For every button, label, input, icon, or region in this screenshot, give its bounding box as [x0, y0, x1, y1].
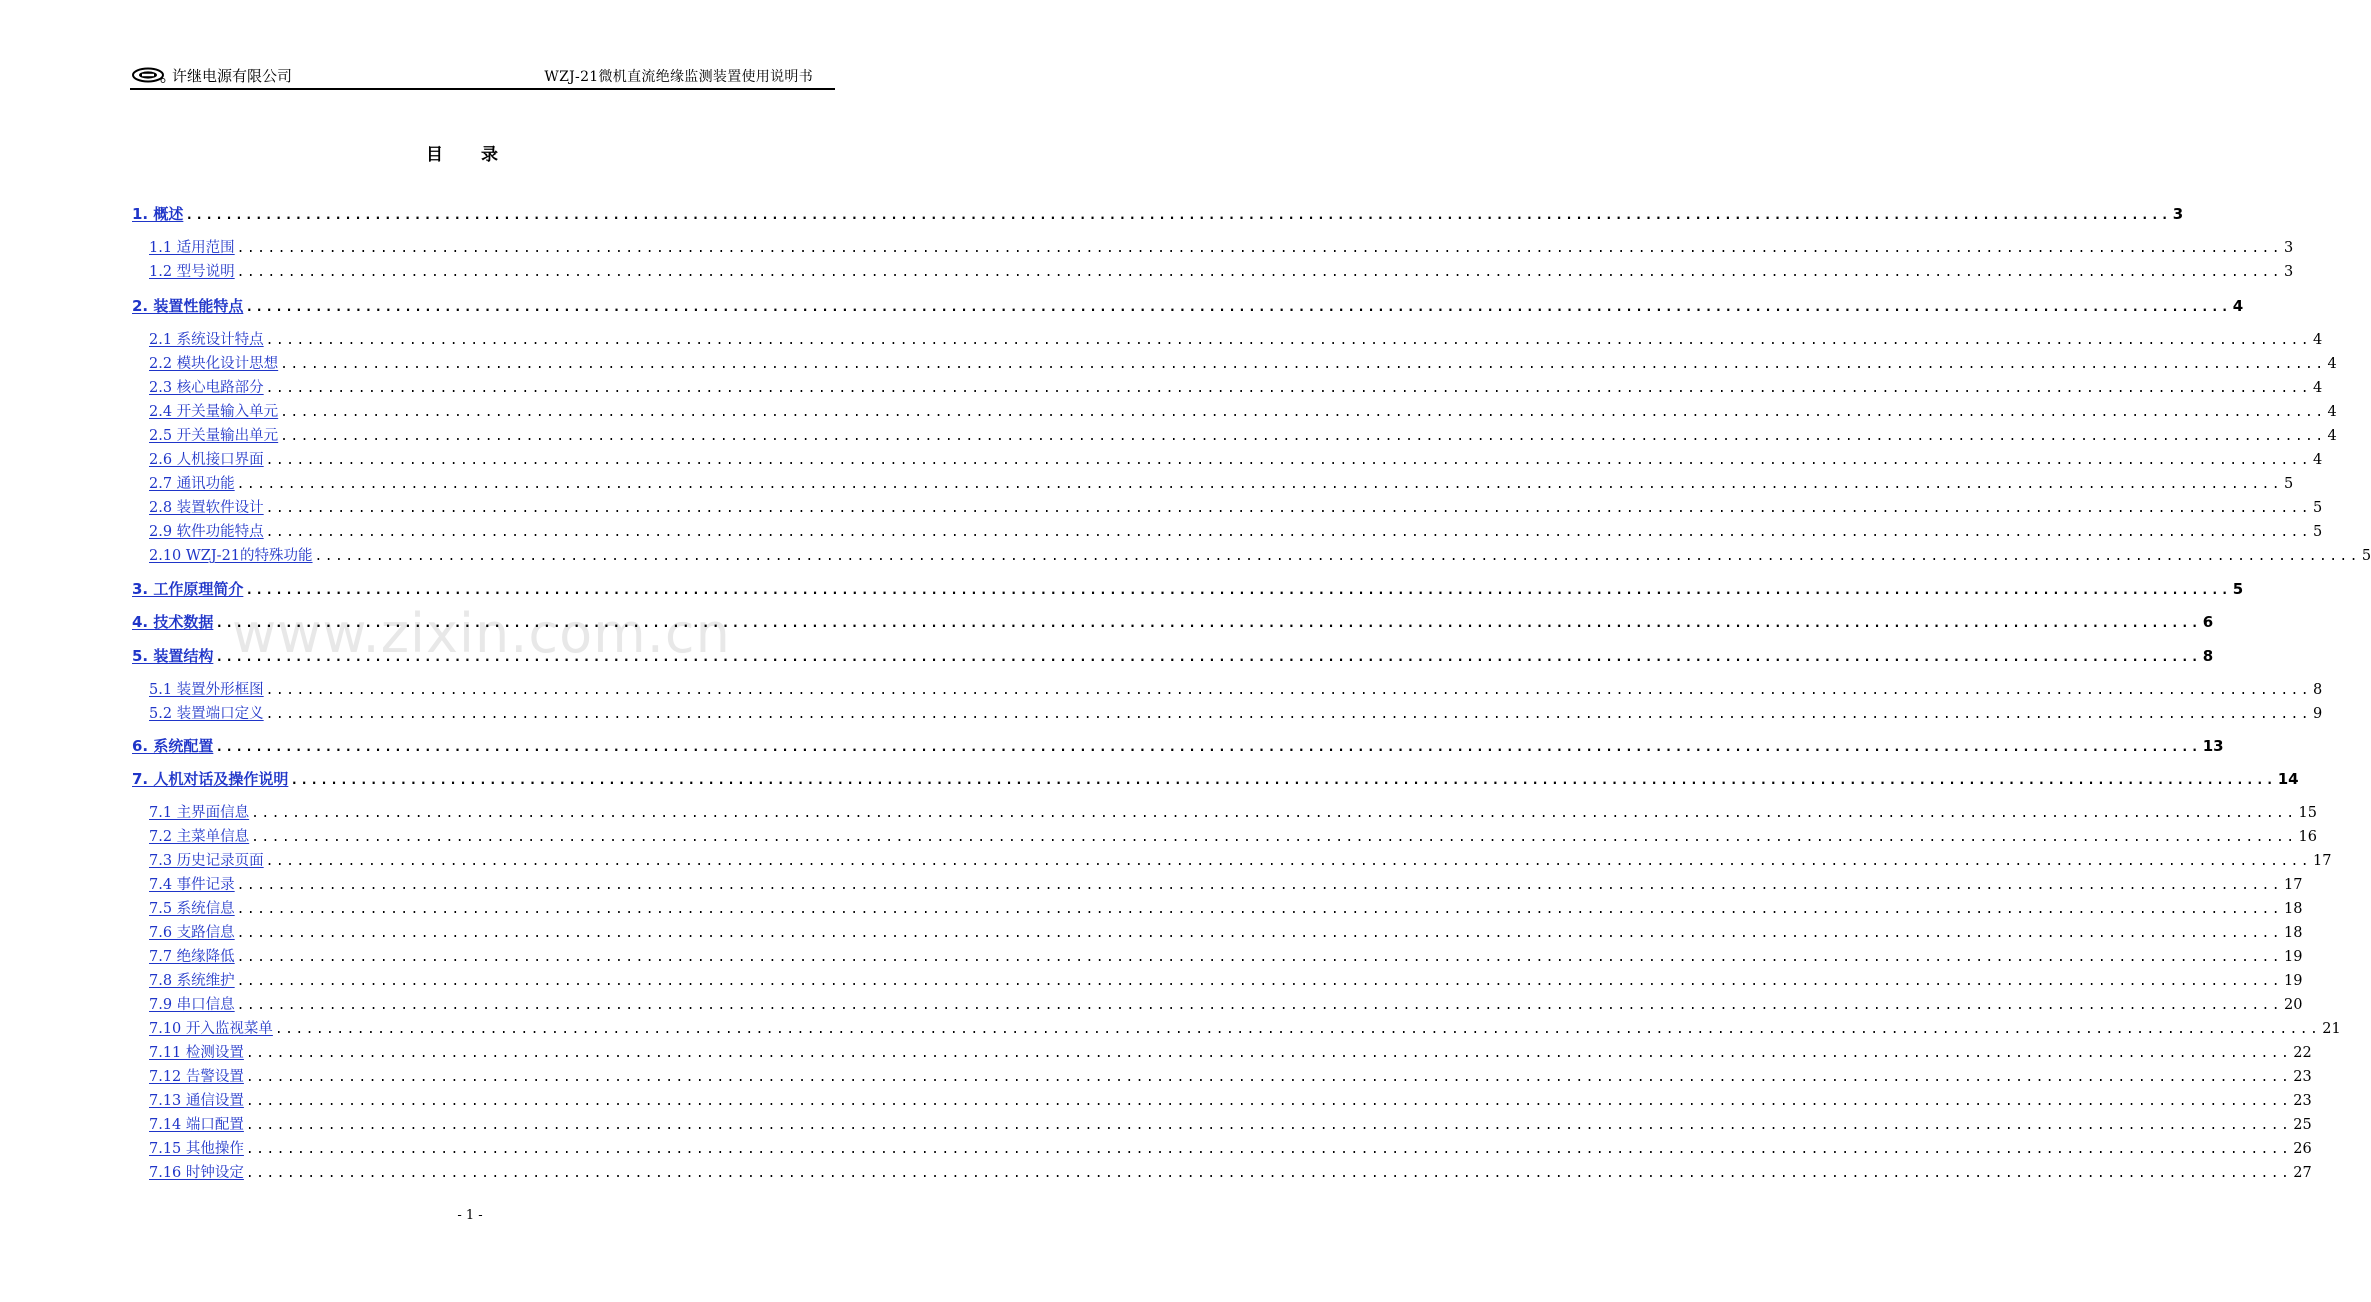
toc-page-number: 4 [2313, 452, 2323, 468]
toc-leader-dots: ........................................................................................................................................................................................................ [274, 1022, 2321, 1037]
toc-section-entry[interactable] [132, 295, 2244, 317]
toc-entry-link[interactable]: 1.1 适用范围 [149, 240, 235, 256]
toc-page-number: 5 [2313, 500, 2323, 516]
toc-page-number: 8 [2313, 682, 2323, 698]
toc-leader-dots: ........................................................................................................................................................................................................ [245, 1166, 2292, 1181]
toc-page-number: 14 [2277, 770, 2299, 788]
toc-subsection-entry[interactable] [149, 969, 2303, 991]
toc-leader-dots: ........................................................................................................................................................................................................ [280, 429, 2326, 444]
toc-leader-dots: ........................................................................................................................................................................................................ [265, 333, 2312, 348]
toc-page-number: 5 [2313, 524, 2323, 540]
toc-entry-link[interactable]: 7.15 其他操作 [149, 1141, 244, 1157]
toc-entry-link[interactable]: 5.1 装置外形框图 [149, 682, 264, 698]
toc-subsection-entry[interactable] [149, 1065, 2312, 1087]
toc-leader-dots: ........................................................................................................................................................................................................ [236, 241, 2283, 256]
toc-entry-link[interactable]: 7.12 告警设置 [149, 1069, 244, 1085]
toc-page-number: 17 [2313, 853, 2332, 869]
toc-leader-dots: ........................................................................................................................................................................................................ [236, 974, 2283, 989]
toc-entry-link[interactable]: 2.8 装置软件设计 [149, 500, 264, 516]
toc-entry-link[interactable]: 2. 装置性能特点 [132, 297, 244, 315]
toc-subsection-entry[interactable] [149, 376, 2323, 398]
toc-subsection-entry[interactable] [149, 544, 2371, 566]
toc-page-number: 18 [2284, 925, 2303, 941]
toc-page-number: 15 [2298, 805, 2317, 821]
toc-leader-dots: ........................................................................................................................................................................................................ [215, 650, 2201, 665]
toc-leader-dots: ........................................................................................................................................................................................................ [245, 1118, 2292, 1133]
toc-leader-dots: ........................................................................................................................................................................................................ [245, 300, 2231, 315]
toc-subsection-entry[interactable] [149, 678, 2323, 700]
toc-section-entry[interactable] [132, 768, 2299, 790]
toc-entry-link[interactable]: 1.2 型号说明 [149, 264, 235, 280]
toc-entry-link[interactable]: 7.16 时钟设定 [149, 1165, 244, 1181]
toc-leader-dots: ........................................................................................................................................................................................................ [280, 357, 2326, 372]
toc-leader-dots: ........................................................................................................................................................................................................ [290, 773, 2276, 788]
toc-entry-link[interactable]: 7.10 开入监视菜单 [149, 1021, 273, 1037]
toc-entry-link[interactable]: 2.10 WZJ-21的特殊功能 [149, 548, 313, 564]
toc-section-entry[interactable] [132, 735, 2224, 757]
toc-leader-dots: ........................................................................................................................................................................................................ [251, 806, 2297, 821]
toc-subsection-entry[interactable] [149, 702, 2323, 724]
toc-entry-link[interactable]: 2.1 系统设计特点 [149, 332, 264, 348]
toc-entry-link[interactable]: 7.2 主菜单信息 [149, 829, 250, 845]
toc-entry-link[interactable]: 7.1 主界面信息 [149, 805, 250, 821]
toc-page-number: 23 [2293, 1069, 2312, 1085]
toc-subsection-entry[interactable] [149, 352, 2337, 374]
toc-subsection-entry[interactable] [149, 1041, 2312, 1063]
toc-section-entry[interactable] [132, 203, 2184, 225]
toc-page-number: 27 [2293, 1165, 2312, 1181]
toc-leader-dots: ........................................................................................................................................................................................................ [236, 926, 2283, 941]
toc-leader-dots: ........................................................................................................................................................................................................ [236, 878, 2283, 893]
toc-page-number: 18 [2284, 901, 2303, 917]
toc-entry-link[interactable]: 2.3 核心电路部分 [149, 380, 264, 396]
toc-leader-dots: ........................................................................................................................................................................................................ [236, 950, 2283, 965]
toc-entry-link[interactable]: 4. 技术数据 [132, 613, 214, 631]
toc-subsection-entry[interactable] [149, 520, 2323, 542]
toc-entry-link[interactable]: 2.7 通讯功能 [149, 476, 235, 492]
toc-page-number: 23 [2293, 1093, 2312, 1109]
toc-page-number: 4 [2327, 404, 2337, 420]
toc-entry-link[interactable]: 2.9 软件功能特点 [149, 524, 264, 540]
toc-subsection-entry[interactable] [149, 328, 2323, 350]
toc-subsection-entry[interactable] [149, 472, 2294, 494]
toc-section-entry[interactable] [132, 611, 2214, 633]
toc-leader-dots: ........................................................................................................................................................................................................ [265, 501, 2312, 516]
toc-subsection-entry[interactable] [149, 1161, 2312, 1183]
toc-leader-dots: ........................................................................................................................................................................................................ [265, 453, 2312, 468]
toc-leader-dots: ........................................................................................................................................................................................................ [251, 830, 2297, 845]
toc-section-entry[interactable] [132, 578, 2244, 600]
toc-entry-link[interactable]: 7.6 支路信息 [149, 925, 235, 941]
toc-leader-dots: ........................................................................................................................................................................................................ [236, 902, 2283, 917]
toc-entry-link[interactable]: 6. 系统配置 [132, 737, 214, 755]
table-of-contents [132, 0, 2371, 1302]
toc-subsection-entry[interactable] [149, 448, 2323, 470]
toc-page-number: 5 [2284, 476, 2294, 492]
toc-entry-link[interactable]: 2.5 开关量输出单元 [149, 428, 279, 444]
toc-entry-link[interactable]: 2.6 人机接口界面 [149, 452, 264, 468]
toc-title: 目 录 [426, 145, 514, 165]
toc-leader-dots: ........................................................................................................................................................................................................ [215, 616, 2201, 631]
toc-page-number: 3 [2172, 205, 2184, 223]
toc-entry-link[interactable]: 7.5 系统信息 [149, 901, 235, 917]
toc-section-entry[interactable] [132, 645, 2214, 667]
toc-page-number: 4 [2232, 297, 2244, 315]
toc-leader-dots: ........................................................................................................................................................................................................ [245, 1142, 2292, 1157]
toc-leader-dots: ........................................................................................................................................................................................................ [245, 583, 2231, 598]
toc-page-number: 4 [2327, 428, 2337, 444]
toc-subsection-entry[interactable] [149, 945, 2303, 967]
toc-entry-link[interactable]: 5.2 装置端口定义 [149, 706, 264, 722]
toc-page-number: 22 [2293, 1045, 2312, 1061]
toc-entry-link[interactable]: 2.2 模块化设计思想 [149, 356, 279, 372]
toc-entry-link[interactable]: 7.7 绝缘降低 [149, 949, 235, 965]
toc-page-number: 17 [2284, 877, 2303, 893]
toc-entry-link[interactable]: 7.4 事件记录 [149, 877, 235, 893]
toc-entry-link[interactable]: 5. 装置结构 [132, 647, 214, 665]
toc-subsection-entry[interactable] [149, 1137, 2312, 1159]
toc-leader-dots: ........................................................................................................................................................................................................ [265, 381, 2312, 396]
page-number: - 1 - [457, 1208, 483, 1223]
toc-page-number: 26 [2293, 1141, 2312, 1157]
watermark: www.zixin.com.cn [232, 602, 731, 665]
toc-page-number: 16 [2298, 829, 2317, 845]
toc-page-number: 25 [2293, 1117, 2312, 1133]
toc-page-number: 3 [2284, 240, 2294, 256]
toc-subsection-entry[interactable] [149, 993, 2303, 1015]
document-title: WZJ-21微机直流绝缘监测装置使用说明书 [544, 69, 813, 85]
toc-entry-link[interactable]: 7.14 端口配置 [149, 1117, 244, 1133]
toc-page-number: 21 [2322, 1021, 2341, 1037]
toc-subsection-entry[interactable] [149, 1089, 2312, 1111]
toc-entry-link[interactable]: 7.13 通信设置 [149, 1093, 244, 1109]
toc-leader-dots: ........................................................................................................................................................................................................ [265, 707, 2312, 722]
toc-subsection-entry[interactable] [149, 1017, 2341, 1039]
toc-subsection-entry[interactable] [149, 496, 2323, 518]
toc-entry-link[interactable]: 7.11 检测设置 [149, 1045, 244, 1061]
toc-page-number: 4 [2313, 332, 2323, 348]
toc-page-number: 19 [2284, 973, 2303, 989]
toc-leader-dots: ........................................................................................................................................................................................................ [245, 1070, 2292, 1085]
toc-leader-dots: ........................................................................................................................................................................................................ [185, 208, 2171, 223]
toc-subsection-entry[interactable] [149, 825, 2317, 847]
toc-page-number: 4 [2327, 356, 2337, 372]
toc-page-number: 4 [2313, 380, 2323, 396]
toc-page-number: 20 [2284, 997, 2303, 1013]
toc-entry-link[interactable]: 7. 人机对话及操作说明 [132, 770, 289, 788]
toc-entry-link[interactable]: 7.9 串口信息 [149, 997, 235, 1013]
company-name: 许继电源有限公司 [172, 67, 293, 85]
toc-page-number: 5 [2232, 580, 2244, 598]
toc-subsection-entry[interactable] [149, 400, 2337, 422]
toc-entry-link[interactable]: 1. 概述 [132, 205, 184, 223]
toc-page-number: 5 [2361, 548, 2371, 564]
toc-subsection-entry[interactable] [149, 260, 2294, 282]
toc-subsection-entry[interactable] [149, 801, 2317, 823]
toc-leader-dots: ........................................................................................................................................................................................................ [265, 854, 2312, 869]
toc-leader-dots: ........................................................................................................................................................................................................ [245, 1046, 2292, 1061]
toc-leader-dots: ........................................................................................................................................................................................................ [265, 683, 2312, 698]
toc-leader-dots: ........................................................................................................................................................................................................ [280, 405, 2326, 420]
toc-subsection-entry[interactable] [149, 424, 2337, 446]
toc-entry-link[interactable]: 7.8 系统维护 [149, 973, 235, 989]
toc-leader-dots: ........................................................................................................................................................................................................ [265, 525, 2312, 540]
toc-page-number: 3 [2284, 264, 2294, 280]
toc-page-number: 19 [2284, 949, 2303, 965]
toc-leader-dots: ........................................................................................................................................................................................................ [314, 549, 2360, 564]
toc-entry-link[interactable]: 3. 工作原理简介 [132, 580, 244, 598]
toc-entry-link[interactable]: 2.4 开关量输入单元 [149, 404, 279, 420]
toc-subsection-entry[interactable] [149, 873, 2303, 895]
toc-leader-dots: ........................................................................................................................................................................................................ [236, 477, 2283, 492]
toc-page-number: 9 [2313, 706, 2323, 722]
toc-subsection-entry[interactable] [149, 897, 2303, 919]
toc-page-number: 6 [2202, 613, 2214, 631]
toc-entry-link[interactable]: 7.3 历史记录页面 [149, 853, 264, 869]
toc-leader-dots: ........................................................................................................................................................................................................ [245, 1094, 2292, 1109]
toc-subsection-entry[interactable] [149, 1113, 2312, 1135]
toc-leader-dots: ........................................................................................................................................................................................................ [215, 740, 2201, 755]
toc-subsection-entry[interactable] [149, 849, 2332, 871]
toc-subsection-entry[interactable] [149, 236, 2294, 258]
toc-page-number: 13 [2202, 737, 2224, 755]
toc-page-number: 8 [2202, 647, 2214, 665]
toc-subsection-entry[interactable] [149, 921, 2303, 943]
toc-leader-dots: ........................................................................................................................................................................................................ [236, 998, 2283, 1013]
toc-leader-dots: ........................................................................................................................................................................................................ [236, 265, 2283, 280]
